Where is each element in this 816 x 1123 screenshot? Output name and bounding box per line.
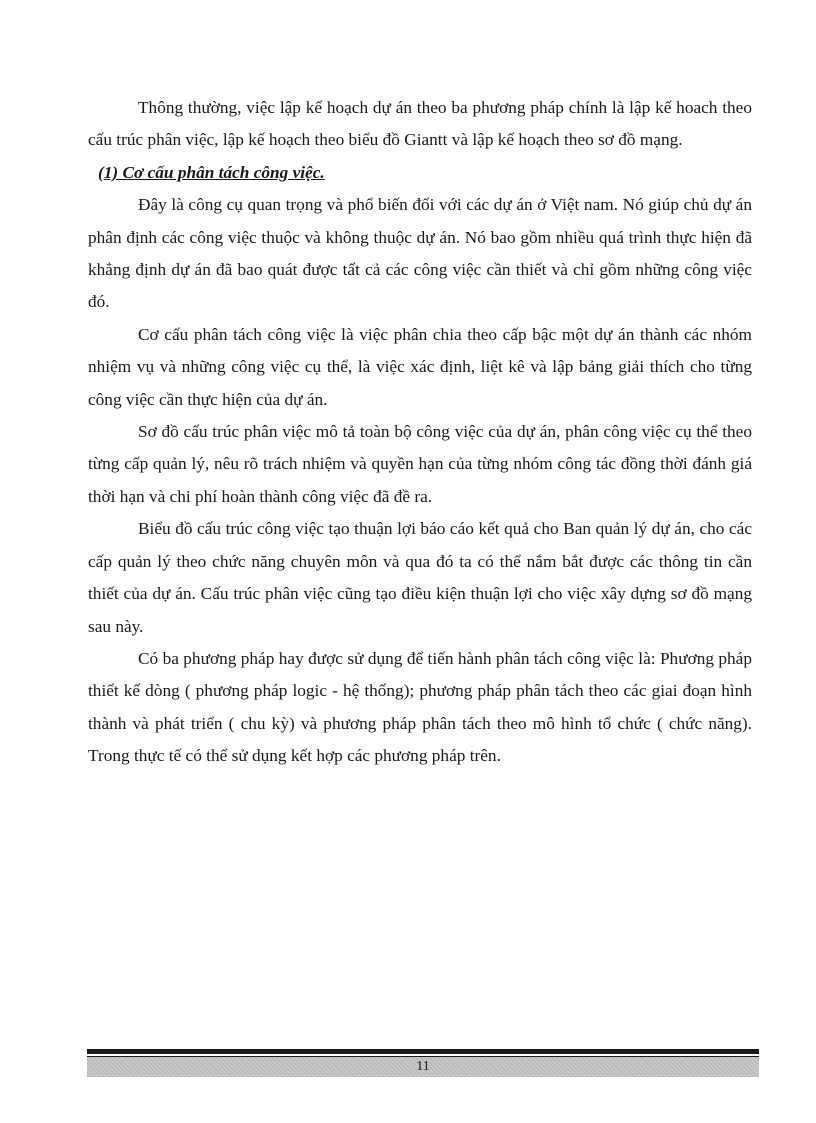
body-paragraph: Cơ cấu phân tách công việc là việc phân chia theo cấp bậc một dự án thành các nhóm nhiệm vụ và những công việc cụ thể, là việc xác định, liệt kê và lập bảng giải thích cho từng công việc cần thực hiện của dự án. — [88, 324, 752, 409]
page-footer — [87, 1057, 759, 1077]
body-paragraph: Có ba phương pháp hay được sử dụng để tiến hành phân tách công việc là: Phương pháp thiết kế dòng ( phương pháp logic - hệ thống); phương pháp phân tách theo các giai đoạn hình thành và phát triển ( chu kỳ) và phương pháp phân tách theo mô hình tổ chức ( chức năng). Trong thực tế có thể sử dụng kết hợp các phương pháp trên. — [88, 648, 752, 766]
body-paragraph: Đây là công cụ quan trọng và phổ biến đối với các dự án ở Việt nam. Nó giúp chủ dự án phân định các công việc thuộc và không thuộc dự án. Nó bao gồm nhiều quá trình thực hiện đã khẳng định dự án đã bao quát được tất cả các công việc cần thiết và chỉ gồm những công việc đó. — [88, 195, 752, 312]
body-paragraph: Biểu đồ cấu trúc công việc tạo thuận lợi báo cáo kết quả cho Ban quản lý dự án, cho các cấp quản lý theo chức năng chuyên môn và qua đó ta có thể nắm bắt được các thông tin cần thiết của dự án. Cấu trúc phân việc cũng tạo điều kiện thuận lợi cho việc xây dựng sơ đồ mạng sau này. — [88, 519, 752, 636]
intro-paragraph: Thông thường, việc lập kế hoạch dự án theo ba phương pháp chính là lập kế hoach theo cấu trúc phân việc, lập kế hoạch theo biểu đồ Giantt và lập kế hoạch theo sơ đồ mạng. — [88, 98, 752, 150]
footer-rule — [87, 1049, 759, 1054]
document-body — [88, 92, 752, 773]
body-paragraph: Sơ đồ cấu trúc phân việc mô tả toàn bộ công việc của dự án, phân công việc cụ thể theo từng cấp quản lý, nêu rõ trách nhiệm và quyền hạn của từng nhóm công tác đồng thời đánh giá thời hạn và chi phí hoàn thành công việc đã đề ra. — [88, 422, 752, 506]
section-heading: (1) Cơ cấu phân tách công việc. — [98, 162, 325, 182]
page-number: 11 — [416, 1059, 430, 1074]
